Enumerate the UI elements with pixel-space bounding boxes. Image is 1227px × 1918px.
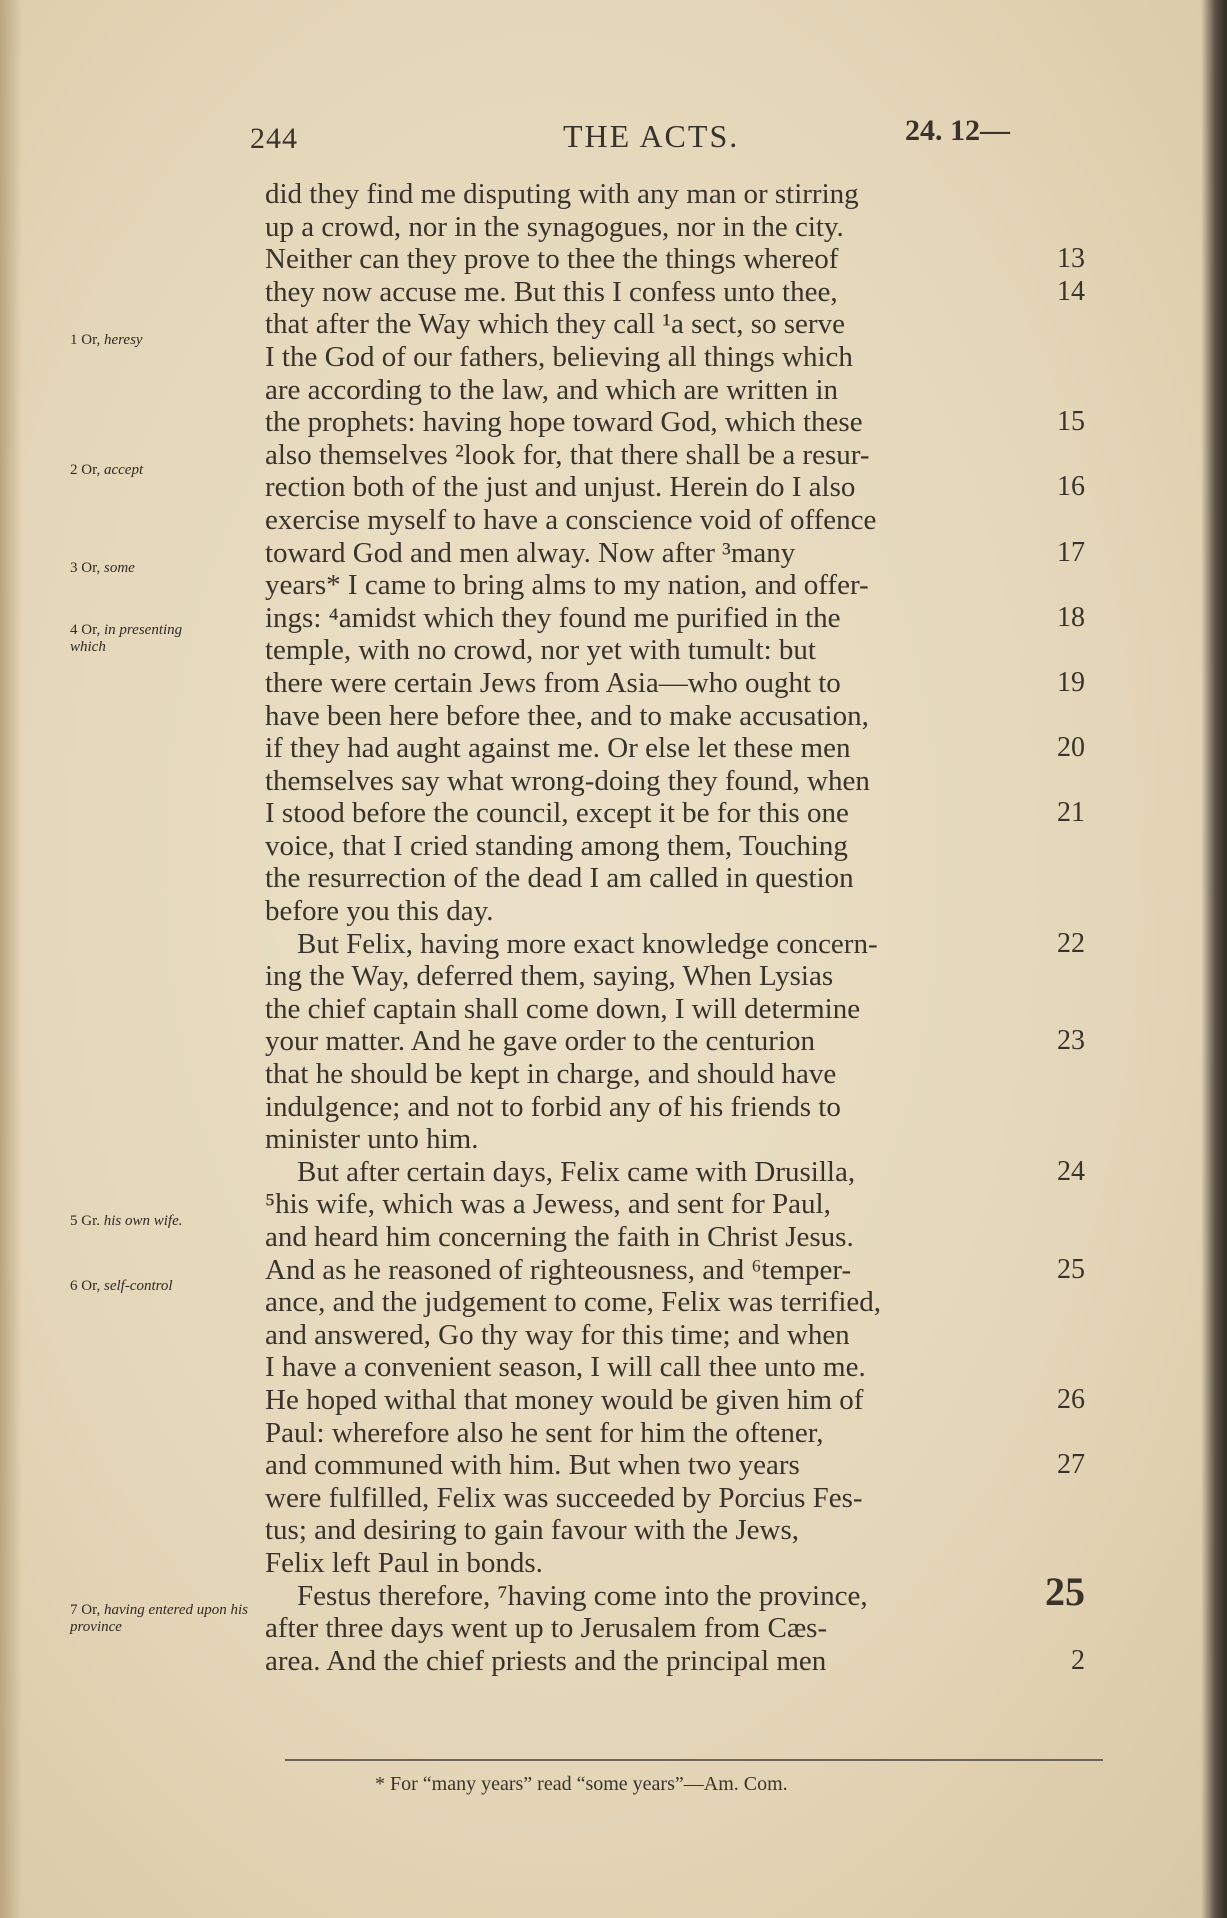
verse-number: 21 [1057,797,1085,829]
text-line: there were certain Jews from Asia—who ought to 19 [265,666,1085,699]
chapter-number: 25 [1045,1568,1085,1614]
text-line: that after the Way which they call ¹a sect, so serve [265,308,845,341]
verse-number: 17 [1057,536,1085,568]
text-line: temple, with no crowd, nor yet with tumult: but [265,634,816,667]
verse-number: 14 [1057,275,1085,307]
running-title: THE ACTS. [563,118,740,154]
margin-note: 6 Or, self-control [70,1278,173,1294]
text-line: tus; and desiring to gain favour with the Jews, [265,1514,799,1547]
verse-number: 15 [1057,406,1085,438]
margin-note: 1 Or, heresy [70,332,143,348]
text-line: years* I came to bring alms to my nation, and offer- [265,569,869,602]
text-line: the resurrection of the dead I am called in question [265,862,854,895]
text-line: are according to the law, and which are written in [265,373,839,406]
text-line: and communed with him. But when two years 27 [265,1449,1085,1482]
verse-number: 22 [1057,927,1085,959]
verse-number: 16 [1057,471,1085,503]
text-line: Neither can they prove to thee the things whereof 13 [265,243,1085,276]
text-line: and answered, Go thy way for this time; and when [265,1318,850,1351]
verse-number: 26 [1057,1383,1085,1415]
text-line: were fulfilled, Felix was succeeded by Porcius Fes- [265,1481,863,1514]
chapter-verse-reference: 24. 12— [905,114,1010,147]
verse-number: 18 [1057,601,1085,633]
text-line: that he should be kept in charge, and should have [265,1058,837,1091]
text-line: up a crowd, nor in the synagogues, nor in the city. [265,210,844,243]
text-line: voice, that I cried standing among them, Touching [265,829,848,862]
verse-number: 13 [1057,243,1085,275]
margin-note: 7 Or, having entered upon his province [70,1602,248,1635]
margin-note: 4 Or, in presenting which [70,622,183,655]
text-line: I the God of our fathers, believing all things which [265,340,853,373]
verse-number: 2 [1071,1644,1085,1676]
margin-note: 3 Or, some [70,560,135,576]
text-line: and heard him concerning the faith in Christ Jesus. [265,1221,854,1253]
text-line: ings: ⁴amidst which they found me purified in the 18 [265,601,1085,634]
text-line: have been here before thee, and to make accusation, [265,699,869,732]
text-line: And as he reasoned of righteousness, and ⁶temper- 25 [265,1253,1085,1286]
text-line: Festus therefore, ⁷having come into the province, 25 [297,1568,1085,1614]
text-line: I have a convenient season, I will call thee unto me. [265,1351,866,1384]
text-line: after three days went up to Jerusalem from Cæs- [265,1612,828,1645]
text-line: did they find me disputing with any man or stirring [265,178,859,210]
margin-note: 5 Gr. his own wife. [70,1213,183,1229]
text-line: the prophets: having hope toward God, which these 15 [265,406,1085,439]
text-line: your matter. And he gave order to the centurion 23 [265,1025,1085,1058]
footnote: * For “many years” read “some years”—Am. Com. [375,1773,788,1795]
text-line: ⁵his wife, which was a Jewess, and sent for Paul, [265,1188,831,1221]
page-header [250,110,1040,160]
text-line: indulgence; and not to forbid any of his friends to [265,1090,841,1123]
verse-number: 20 [1057,732,1085,764]
text-line: Felix left Paul in bonds. [265,1546,543,1579]
verse-number: 24 [1057,1155,1085,1187]
text-line: if they had aught against me. Or else let these men 20 [265,732,1085,765]
page-number: 244 [250,122,298,155]
text-line: before you this day. [265,895,494,928]
page-right-edge [1201,0,1227,1918]
text-line: themselves say what wrong-doing they found, when [265,764,870,797]
text-line: exercise myself to have a conscience void of offence [265,503,877,536]
verse-number: 23 [1057,1025,1085,1057]
text-line: also themselves ²look for, that there shall be a resur- [265,438,870,471]
text-line: He hoped withal that money would be given him of 26 [265,1383,1085,1416]
verse-number: 19 [1057,666,1085,698]
margin-note: 2 Or, accept [70,462,144,478]
footnote-divider [285,1759,1103,1761]
text-line: But after certain days, Felix came with Drusilla, 24 [297,1155,1085,1188]
text-line: rection both of the just and unjust. Herein do I also 16 [265,471,1085,504]
text-line: toward God and men alway. Now after ³many 17 [265,536,1085,569]
text-line: the chief captain shall come down, I will determine [265,992,861,1025]
page-left-edge [0,0,22,1918]
scripture-text [265,178,1085,1677]
text-line: they now accuse me. But this I confess unto thee, 14 [265,275,1085,308]
text-line: I stood before the council, except it be for this one 21 [265,797,1085,830]
text-line: minister unto him. [265,1123,479,1156]
text-line: ing the Way, deferred them, saying, When Lysias [265,960,834,993]
text-line: But Felix, having more exact knowledge concern- 22 [297,927,1085,960]
text-line: Paul: wherefore also he sent for him the oftener, [265,1416,824,1449]
verse-number: 25 [1057,1253,1085,1285]
text-line: ance, and the judgement to come, Felix was terrified, [265,1286,882,1319]
text-line: area. And the chief priests and the principal men 2 [265,1644,1085,1677]
verse-number: 27 [1057,1449,1085,1481]
